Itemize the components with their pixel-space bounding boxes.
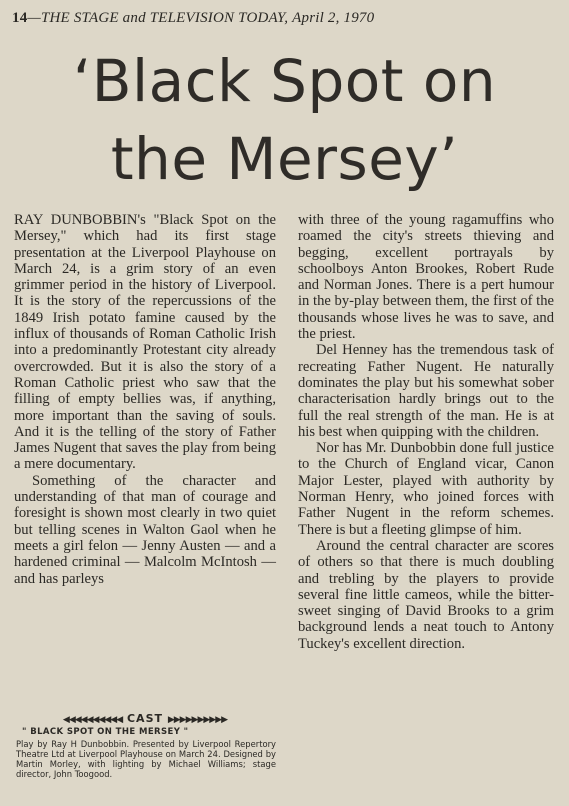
cast-title-row [14,712,276,725]
page-number: 14 [12,10,28,26]
issue-date: April 2, 1970 [292,10,375,26]
article-paragraph: Something of the character and understanding of that man of courage and foresight is shown most clearly in two quiet but telling scenes in Walton Gaol when he meets a girl felon — Jenny Austen — and a hardened criminal — Malcolm McIntosh — and has parleys [14,472,276,587]
headline-line-1: ‘Black Spot on [72,47,497,115]
article-paragraph: Around the central character are scores of others so that there is much doubling and trebling by the players to provide several fine little cameos, while the bitter-sweet singing of David Brooks to a grim background lends a neat touch to Antony Tuckey's excellent direction. [298,537,554,652]
left-column [14,212,276,587]
page-header [12,10,552,27]
article-paragraph: with three of the young ragamuffins who roamed the city's streets thieving and begging, excellent portrayals by schoolboys Anton Brookes, Robert Rude and Norman Jones. There is a pert humour in the by-play between them, the first of the thousands whose lives he was to save, and the priest. [298,212,554,343]
ornament-left: ◀◀◀◀◀◀◀◀◀◀ [62,715,123,725]
publication-name: THE STAGE and TELEVISION TODAY, [40,10,289,26]
article-paragraph: RAY DUNBOBBIN's "Black Spot on the Mersey," which had its first stage presentation at the Liverpool Playhouse on March 24, is a grim story of an even grimmer period in the history of Liverpool. It is the story of the repercussions of the 1849 Irish potato famine caused by the influx of thousands of Roman Catholic Irish into a predominantly Protestant city already overcrowded. But it is also the story of a Roman Catholic priest who saw that the filling of empty bellies was, if anything, more important than the saving of souls. And it is the telling of the story of Father James Nugent that saves the play from being a mere documentary. [14,212,276,473]
article-headline [0,42,569,198]
cast-box [14,712,276,779]
right-column [298,212,554,652]
headline-line-2: the Mersey’ [110,125,459,193]
cast-credits: Play by Ray H Dunbobbin. Presented by Liverpool Repertory Theatre Ltd at Liverpool Playhouse on March 24. Designed by Martin Morley, with lighting by Michael Williams; stage director, John Toogood. [16,739,276,779]
cast-title: CAST [126,712,163,725]
cast-play-title: " BLACK SPOT ON THE MERSEY " [22,727,189,737]
header-dash: — [27,10,41,26]
article-paragraph: Del Henney has the tremendous task of recreating Father Nugent. He naturally dominates the play but his somewhat sober characterisation hardly brings out to the full the real strength of the man. He is at his best when quipping with the children. [298,342,554,440]
ornament-right: ▶▶▶▶▶▶▶▶▶▶ [167,715,228,725]
article-paragraph: Nor has Mr. Dunbobbin done full justice to the Church of England vicar, Canon Major Lester, played with authority by Norman Henry, who joined forces with Father Nugent in the reform schemes. There is but a fleeting glimpse of him. [298,440,554,538]
